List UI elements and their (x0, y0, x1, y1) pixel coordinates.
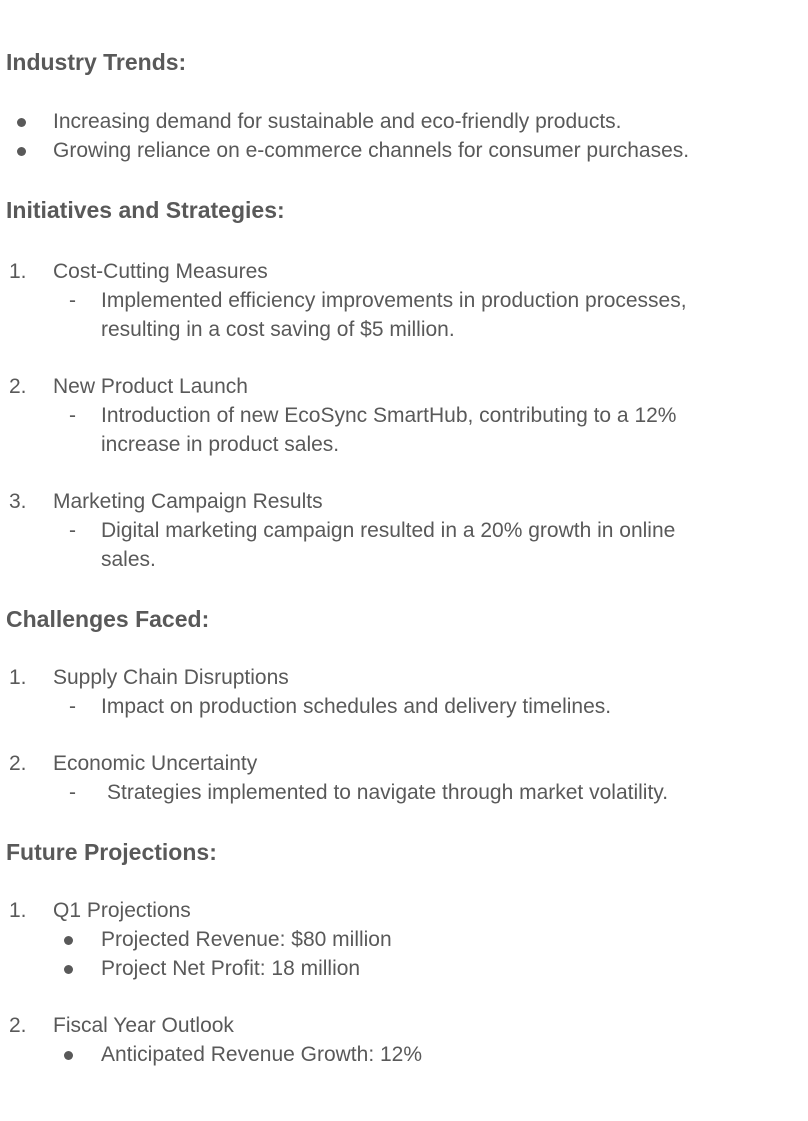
list-number: 2. (9, 1014, 27, 1037)
list-item-title: Supply Chain Disruptions (53, 666, 289, 689)
dash-marker: - (69, 695, 76, 718)
bullet-icon (64, 936, 73, 945)
list-item-title: Q1 Projections (53, 899, 191, 922)
list-item-detail: resulting in a cost saving of $5 million. (101, 318, 455, 341)
dash-marker: - (69, 519, 76, 542)
dash-marker: - (69, 781, 76, 804)
list-item-detail: Introduction of new EcoSync SmartHub, contributing to a 12% (101, 404, 677, 427)
list-number: 3. (9, 490, 27, 513)
list-item-title: New Product Launch (53, 375, 248, 398)
list-item-title: Marketing Campaign Results (53, 490, 323, 513)
list-item: Increasing demand for sustainable and eco-friendly products. (53, 110, 622, 133)
section-heading-challenges: Challenges Faced: (6, 606, 210, 632)
bullet-icon (17, 147, 26, 156)
list-item-detail: Strategies implemented to navigate through market volatility. (107, 781, 669, 804)
list-item-title: Cost-Cutting Measures (53, 260, 268, 283)
section-heading-projections: Future Projections: (6, 839, 217, 865)
list-item-detail: Projected Revenue: $80 million (101, 928, 392, 951)
list-item-detail: Anticipated Revenue Growth: 12% (101, 1043, 423, 1066)
list-item-detail: Digital marketing campaign resulted in a 20% growth in online (101, 519, 676, 542)
list-number: 2. (9, 375, 27, 398)
list-number: 1. (9, 666, 27, 689)
list-number: 1. (9, 899, 27, 922)
list-item-detail: Implemented efficiency improvements in production processes, (101, 289, 687, 312)
bullet-icon (17, 118, 26, 127)
list-number: 1. (9, 260, 27, 283)
dash-marker: - (69, 404, 76, 427)
list-item-title: Economic Uncertainty (53, 752, 258, 775)
list-item-title: Fiscal Year Outlook (53, 1014, 234, 1037)
list-number: 2. (9, 752, 27, 775)
list-item-detail: increase in product sales. (101, 433, 340, 456)
list-item-detail: sales. (101, 548, 156, 571)
section-heading-initiatives: Initiatives and Strategies: (6, 197, 285, 223)
bullet-icon (64, 965, 73, 974)
dash-marker: - (69, 289, 76, 312)
list-item-detail: Impact on production schedules and delivery timelines. (101, 695, 612, 718)
section-heading-industry-trends: Industry Trends: (6, 49, 187, 75)
bullet-icon (64, 1051, 73, 1060)
list-item-detail: Project Net Profit: 18 million (101, 957, 361, 980)
list-item: Growing reliance on e-commerce channels for consumer purchases. (53, 139, 690, 162)
